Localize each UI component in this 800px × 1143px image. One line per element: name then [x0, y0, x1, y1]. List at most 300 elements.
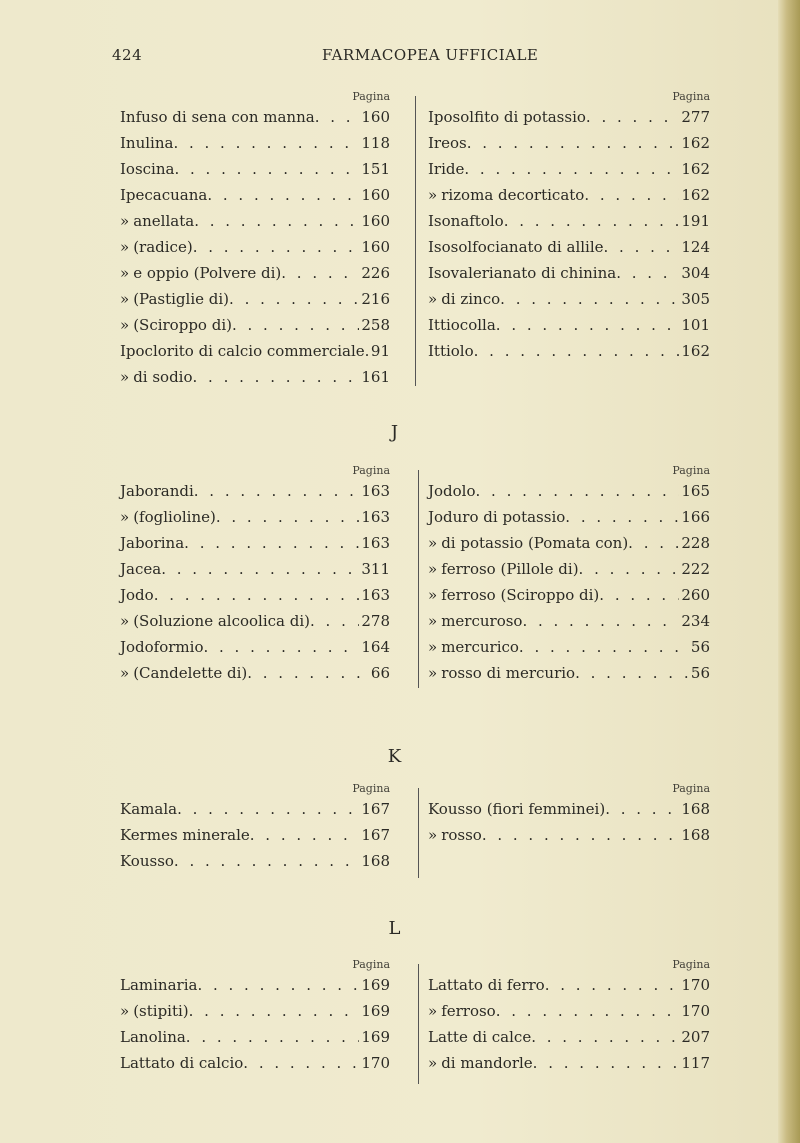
index-entry	[428, 582, 710, 608]
ditto-mark: »	[428, 1002, 438, 1020]
index-entry	[428, 556, 710, 582]
entry-text: (Soluzione alcoolica di)	[133, 612, 311, 630]
index-entry	[428, 998, 710, 1024]
entry-page: 101	[681, 316, 710, 334]
dot-leader	[575, 660, 689, 686]
ditto-mark: »	[428, 534, 438, 552]
ditto-mark: »	[120, 1002, 130, 1020]
entry-name	[428, 1024, 531, 1050]
entry-page: 117	[681, 1054, 710, 1072]
index-entry	[120, 260, 390, 286]
index-entry	[120, 182, 390, 208]
dot-leader	[197, 972, 359, 998]
index-entry	[428, 634, 710, 660]
entry-name	[428, 478, 476, 504]
entry-text: Jaborina	[120, 534, 185, 552]
column-label: Pagina	[352, 958, 390, 971]
entry-list	[120, 478, 390, 686]
index-entry	[428, 286, 710, 312]
entry-text: (Sciroppo di)	[133, 316, 232, 334]
page-edge	[778, 0, 800, 1143]
entry-text: Iposolfito di potassio	[428, 108, 586, 126]
entry-text: Kermes minerale	[120, 826, 250, 844]
entry-name	[120, 478, 194, 504]
ditto-mark: »	[120, 290, 130, 308]
dot-leader	[250, 822, 360, 848]
index-entry	[120, 208, 390, 234]
entry-page: 162	[681, 186, 710, 204]
entry-page: 170	[361, 1054, 390, 1072]
entry-page: 169	[361, 1028, 390, 1046]
dot-leader	[194, 208, 359, 234]
entry-page: 234	[681, 612, 710, 630]
entry-text: rizoma decorticato	[441, 186, 585, 204]
entry-name	[129, 660, 247, 686]
entry-text: Jaborandi	[120, 482, 194, 500]
entry-page: 168	[681, 800, 710, 818]
dot-leader	[184, 530, 359, 556]
index-entry	[428, 130, 710, 156]
entry-page: 258	[361, 316, 390, 334]
entry-page: 167	[361, 826, 390, 844]
column-label: Pagina	[672, 464, 710, 477]
entry-page: 170	[681, 976, 710, 994]
entry-text: Lattato di ferro	[428, 976, 545, 994]
entry-page: 163	[361, 482, 390, 500]
index-entry	[120, 1050, 390, 1076]
index-entry	[120, 156, 390, 182]
ditto-mark: »	[120, 212, 130, 230]
ditto-mark: »	[120, 612, 130, 630]
entry-name	[437, 182, 584, 208]
dot-leader	[616, 260, 679, 286]
index-entry	[120, 796, 390, 822]
index-entry	[428, 156, 710, 182]
index-entry	[120, 582, 390, 608]
entry-text: Kousso (fiori femminei)	[428, 800, 606, 818]
entry-name	[437, 608, 522, 634]
index-entry	[120, 848, 390, 874]
dot-leader	[216, 504, 360, 530]
ditto-mark: »	[120, 664, 130, 682]
index-entry	[428, 338, 710, 364]
entry-name	[428, 312, 496, 338]
column-label: Pagina	[672, 90, 710, 103]
column-label: Pagina	[352, 90, 390, 103]
index-entry	[428, 104, 710, 130]
entry-name	[129, 364, 192, 390]
entry-text: (foglioline)	[133, 508, 216, 526]
entry-name	[129, 998, 188, 1024]
ditto-mark: »	[428, 560, 438, 578]
index-entry	[428, 234, 710, 260]
entry-page: 167	[361, 800, 390, 818]
entry-page: 163	[361, 508, 390, 526]
dot-leader	[186, 1024, 360, 1050]
entry-page: 164	[361, 638, 390, 656]
entry-name	[437, 556, 578, 582]
index-entry	[120, 1024, 390, 1050]
entry-text: (stipiti)	[133, 1002, 189, 1020]
dot-leader	[243, 1050, 359, 1076]
dot-leader	[207, 182, 359, 208]
dot-leader	[177, 796, 359, 822]
entry-page: 162	[681, 134, 710, 152]
entry-page: 163	[361, 534, 390, 552]
entry-name	[120, 796, 177, 822]
entry-name	[120, 634, 203, 660]
entry-list	[428, 972, 710, 1076]
entry-page: 216	[361, 290, 390, 308]
dot-leader	[229, 286, 359, 312]
dot-leader	[604, 234, 680, 260]
entry-name	[428, 796, 605, 822]
dot-leader	[533, 1050, 680, 1076]
entry-text: (Candelette di)	[133, 664, 248, 682]
running-head	[112, 46, 712, 70]
entry-page: 169	[361, 1002, 390, 1020]
index-entry	[428, 660, 710, 686]
entry-name	[129, 608, 310, 634]
index-entry	[428, 1024, 710, 1050]
entry-name	[437, 998, 496, 1024]
dot-leader	[315, 104, 360, 130]
dot-leader	[232, 312, 359, 338]
dot-leader	[519, 634, 689, 660]
entry-page: 160	[361, 212, 390, 230]
entry-text: ferroso (Pillole di)	[441, 560, 579, 578]
entry-text: rosso di mercurio	[441, 664, 576, 682]
dot-leader	[193, 364, 360, 390]
entry-text: Latte di calce	[428, 1028, 532, 1046]
index-entry	[120, 556, 390, 582]
column-label: Pagina	[672, 958, 710, 971]
entry-name	[120, 848, 174, 874]
entry-name	[120, 556, 161, 582]
ditto-mark: »	[428, 826, 438, 844]
entry-name	[428, 260, 616, 286]
entry-page: 166	[681, 508, 710, 526]
entry-page: 163	[361, 586, 390, 604]
entry-name	[129, 208, 194, 234]
index-entry	[120, 608, 390, 634]
entry-name	[437, 582, 599, 608]
entry-list	[428, 104, 710, 364]
ditto-mark: »	[120, 508, 130, 526]
column-divider	[418, 788, 419, 878]
entry-name	[129, 504, 216, 530]
entry-name	[120, 338, 365, 364]
left-column	[120, 464, 390, 686]
index-entry	[120, 998, 390, 1024]
entry-name	[129, 234, 193, 260]
ditto-mark: »	[120, 238, 130, 256]
dot-leader	[193, 234, 360, 260]
index-entry	[428, 504, 710, 530]
entry-page: 151	[361, 160, 390, 178]
dot-leader	[194, 478, 360, 504]
dot-leader	[579, 556, 680, 582]
entry-page: 56	[690, 664, 710, 682]
entry-text: mercuroso	[441, 612, 523, 630]
entry-text: Isosolfocianato di allile	[428, 238, 604, 256]
ditto-mark: »	[428, 664, 438, 682]
entry-name	[129, 312, 232, 338]
entry-text: Ittiocolla	[428, 316, 496, 334]
entry-list	[428, 478, 710, 686]
entry-text: di zinco	[441, 290, 501, 308]
entry-page: 66	[370, 664, 390, 682]
column-label: Pagina	[352, 464, 390, 477]
entry-text: (Pastiglie di)	[133, 290, 230, 308]
column-label: Pagina	[352, 782, 390, 795]
entry-list	[428, 796, 710, 848]
entry-text: Ittiolo	[428, 342, 474, 360]
entry-page: 56	[690, 638, 710, 656]
entry-page: 228	[681, 534, 710, 552]
entry-page: 311	[361, 560, 390, 578]
entry-page: 160	[361, 186, 390, 204]
entry-page: 162	[681, 160, 710, 178]
entry-text: Iride	[428, 160, 465, 178]
dot-leader	[628, 530, 679, 556]
entry-page: 160	[361, 108, 390, 126]
entry-page: 226	[361, 264, 390, 282]
dot-leader	[174, 848, 359, 874]
entry-page: 278	[361, 612, 390, 630]
dot-leader	[500, 286, 679, 312]
ditto-mark: »	[120, 368, 130, 386]
entry-page: 160	[361, 238, 390, 256]
entry-text: Ipecacuana	[120, 186, 208, 204]
index-entry	[120, 286, 390, 312]
entry-page: 305	[681, 290, 710, 308]
dot-leader	[247, 660, 369, 686]
dot-leader	[310, 608, 359, 634]
left-column	[120, 90, 390, 390]
index-entry	[120, 234, 390, 260]
page-number: 424	[112, 46, 143, 64]
entry-text: Kousso	[120, 852, 174, 870]
dot-leader	[161, 556, 359, 582]
entry-text: (radice)	[133, 238, 193, 256]
entry-text: Infuso di sena con manna	[120, 108, 315, 126]
entry-text: Jacea	[120, 560, 162, 578]
ditto-mark: »	[428, 186, 438, 204]
entry-page: 170	[681, 1002, 710, 1020]
dot-leader	[482, 822, 680, 848]
entry-text: di sodio	[133, 368, 193, 386]
entry-page: 161	[361, 368, 390, 386]
index-entry	[428, 260, 710, 286]
ditto-mark: »	[428, 586, 438, 604]
entry-name	[120, 1024, 186, 1050]
entry-text: Isonaftolo	[428, 212, 504, 230]
right-column	[428, 782, 710, 848]
entry-text: ferroso	[441, 1002, 496, 1020]
entry-text: ferroso (Sciroppo di)	[441, 586, 600, 604]
dot-leader	[174, 156, 359, 182]
index-entry	[120, 822, 390, 848]
entry-text: Ireos	[428, 134, 467, 152]
entry-page: 207	[681, 1028, 710, 1046]
entry-text: Kamala	[120, 800, 178, 818]
dot-leader	[599, 582, 679, 608]
entry-page: 277	[681, 108, 710, 126]
index-entry	[428, 608, 710, 634]
index-entry	[120, 530, 390, 556]
dot-leader	[474, 338, 680, 364]
entry-name	[428, 208, 504, 234]
entry-name	[437, 530, 628, 556]
dot-leader	[173, 130, 359, 156]
entry-name	[129, 286, 229, 312]
entry-name	[120, 156, 174, 182]
index-entry	[428, 796, 710, 822]
entry-page: 168	[361, 852, 390, 870]
dot-leader	[189, 998, 360, 1024]
index-entry	[428, 312, 710, 338]
entry-text: Ipoclorito di calcio commerciale	[120, 342, 365, 360]
entry-list	[120, 796, 390, 874]
index-entry	[120, 504, 390, 530]
entry-name	[437, 660, 575, 686]
section-letter: J	[390, 422, 400, 443]
entry-name	[120, 130, 173, 156]
right-column	[428, 958, 710, 1076]
entry-name	[129, 260, 281, 286]
index-entry	[120, 130, 390, 156]
dot-leader	[467, 130, 680, 156]
entry-name	[120, 1050, 243, 1076]
entry-name	[120, 182, 207, 208]
index-entry	[120, 972, 390, 998]
column-divider	[415, 96, 416, 386]
entry-text: Jodo	[120, 586, 154, 604]
column-divider	[418, 964, 419, 1084]
entry-name	[428, 130, 467, 156]
dot-leader	[531, 1024, 679, 1050]
entry-page: 118	[361, 134, 390, 152]
index-entry	[120, 634, 390, 660]
index-entry	[120, 478, 390, 504]
entry-page: 162	[681, 342, 710, 360]
entry-name	[437, 634, 519, 660]
entry-name	[428, 104, 586, 130]
right-column	[428, 90, 710, 364]
ditto-mark: »	[428, 638, 438, 656]
entry-text: Isovalerianato di chinina	[428, 264, 617, 282]
entry-text: Inulina	[120, 134, 174, 152]
entry-text: Joduro di potassio	[428, 508, 566, 526]
dot-leader	[584, 182, 679, 208]
entry-page: 168	[681, 826, 710, 844]
entry-text: Jodolo	[428, 482, 476, 500]
entry-text: rosso	[441, 826, 482, 844]
entry-text: Jodoformio	[120, 638, 204, 656]
entry-text: di mandorle	[441, 1054, 533, 1072]
dot-leader	[496, 998, 680, 1024]
left-column	[120, 782, 390, 874]
index-entry	[120, 364, 390, 390]
index-entry	[428, 182, 710, 208]
index-entry	[428, 478, 710, 504]
entry-text: e oppio (Polvere di)	[133, 264, 282, 282]
dot-leader	[565, 504, 679, 530]
dot-leader	[522, 608, 679, 634]
dot-leader	[464, 156, 679, 182]
entry-page: 169	[361, 976, 390, 994]
dot-leader	[545, 972, 680, 998]
index-entry	[428, 530, 710, 556]
index-entry	[428, 208, 710, 234]
ditto-mark: »	[428, 290, 438, 308]
ditto-mark: »	[120, 316, 130, 334]
entry-text: Lanolina	[120, 1028, 186, 1046]
section-letter: K	[387, 746, 403, 767]
ditto-mark: »	[120, 264, 130, 282]
index-entry	[428, 1050, 710, 1076]
entry-text: Laminaria	[120, 976, 198, 994]
dot-leader	[281, 260, 359, 286]
index-entry	[120, 104, 390, 130]
entry-name	[428, 156, 464, 182]
index-entry	[120, 338, 390, 364]
section-letter: L	[388, 918, 402, 939]
entry-name	[428, 234, 604, 260]
index-entry	[120, 660, 390, 686]
ditto-mark: »	[428, 1054, 438, 1072]
entry-text: mercurico	[441, 638, 519, 656]
column-divider	[418, 470, 419, 688]
index-entry	[428, 822, 710, 848]
entry-page: 260	[681, 586, 710, 604]
entry-page: 304	[681, 264, 710, 282]
dot-leader	[203, 634, 359, 660]
dot-leader	[154, 582, 360, 608]
dot-leader	[476, 478, 680, 504]
entry-name	[120, 972, 197, 998]
entry-name	[428, 504, 565, 530]
entry-name	[120, 822, 250, 848]
entry-name	[428, 972, 545, 998]
entry-name	[120, 530, 184, 556]
dot-leader	[586, 104, 679, 130]
left-column	[120, 958, 390, 1076]
entry-name	[437, 286, 500, 312]
index-entry	[428, 972, 710, 998]
entry-list	[120, 104, 390, 390]
entry-name	[437, 822, 482, 848]
entry-name	[120, 104, 315, 130]
entry-page: 222	[681, 560, 710, 578]
entry-text: Ioscina	[120, 160, 175, 178]
entry-page: 191	[681, 212, 710, 230]
entry-name	[120, 582, 154, 608]
entry-name	[437, 1050, 532, 1076]
entry-page: 165	[681, 482, 710, 500]
page-title: FARMACOPEA UFFICIALE	[322, 46, 539, 64]
dot-leader	[605, 796, 679, 822]
entry-page: 124	[681, 238, 710, 256]
entry-text: Lattato di calcio	[120, 1054, 244, 1072]
entry-list	[120, 972, 390, 1076]
dot-leader	[496, 312, 680, 338]
dot-leader	[504, 208, 680, 234]
entry-text: di potassio (Pomata con)	[441, 534, 629, 552]
ditto-mark: »	[428, 612, 438, 630]
right-column	[428, 464, 710, 686]
